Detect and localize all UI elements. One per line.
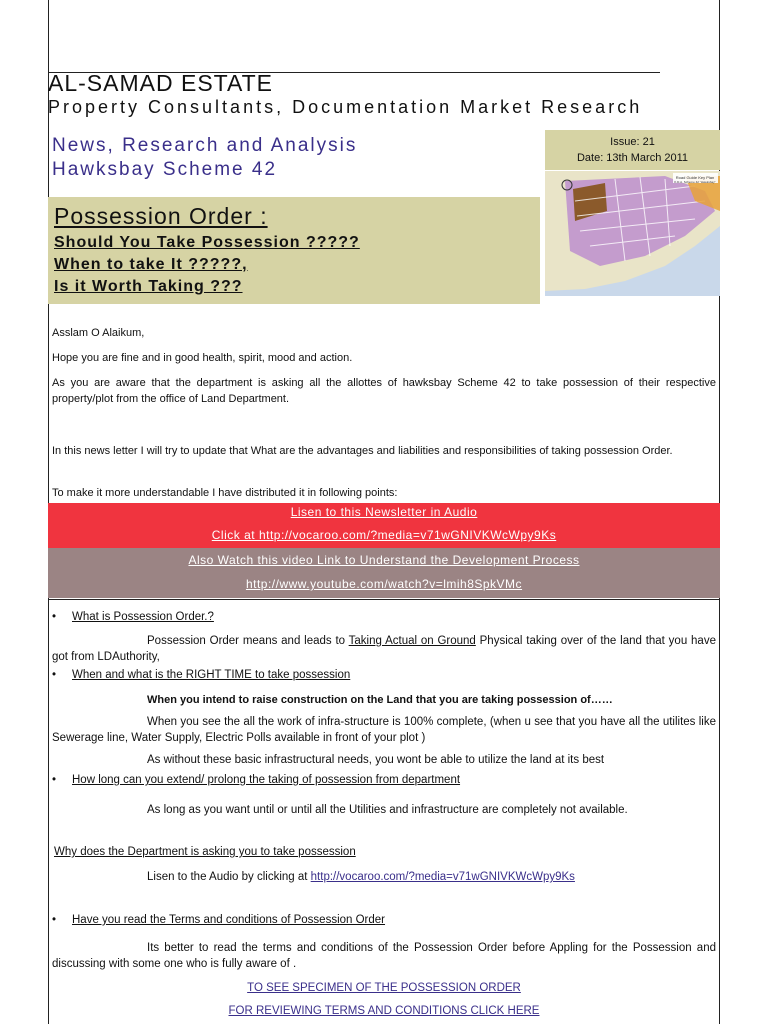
right-time-bold xyxy=(52,692,716,708)
extend-text: As long as you want until or until all the Utilities and infrastructure are completely not available. xyxy=(147,804,628,816)
question-3: Is it Worth Taking ??? xyxy=(54,278,243,295)
company-tagline: Property Consultants, Documentation Market Research xyxy=(48,97,643,117)
terms-paragraph xyxy=(52,940,716,972)
issue-number: Issue: 21 xyxy=(610,136,655,148)
company-name: AL-SAMAD ESTATE xyxy=(48,70,274,96)
map-title: Road Guide Key Plan xyxy=(675,175,715,180)
audio-inline-link[interactable]: http://vocaroo.com/?media=v71wGNIVKWcWpy9Ks xyxy=(310,871,575,883)
map-graphic xyxy=(545,171,720,296)
extend-paragraph xyxy=(52,800,716,820)
issue-box xyxy=(545,130,720,170)
right-time-bold-text: When you intend to raise construction on the Land that you are taking possession of…… xyxy=(147,694,613,706)
possession-definition xyxy=(52,633,716,665)
newsletter-subtitle: Hawksbay Scheme 42 xyxy=(52,159,278,180)
bullet-label[interactable]: Why does the Department is asking you to take possession xyxy=(54,846,356,858)
bullet-label[interactable]: Have you read the Terms and conditions of Possession Order xyxy=(72,914,386,926)
issue-date: Date: 13th March 2011 xyxy=(576,152,689,164)
possession-order-title: Possession Order : xyxy=(54,203,268,229)
right-time-paragraph-1 xyxy=(52,714,716,746)
bullet-icon: • xyxy=(52,611,57,623)
actual-ground-link[interactable]: Taking Actual on Ground xyxy=(348,635,476,647)
bullet-icon: • xyxy=(52,774,57,786)
audio-link[interactable]: Click at http://vocaroo.com/?media=v71wGNIVKWcWpy9Ks xyxy=(211,528,557,542)
bullet-why-department xyxy=(54,846,356,858)
specimen-link[interactable]: TO SEE SPECIMEN OF THE POSSESSION ORDER xyxy=(247,982,521,994)
why-department-paragraph xyxy=(52,869,716,885)
intro-paragraph-1: Hope you are fine and in good health, spirit, mood and action. xyxy=(52,352,353,364)
newsletter-heading xyxy=(52,134,357,182)
bullet-label[interactable]: What is Possession Order.? xyxy=(72,611,214,623)
bullet-what-is xyxy=(52,611,214,623)
newsletter-title: News, Research and Analysis xyxy=(52,135,358,156)
definition-text: Possession Order means and leads to xyxy=(147,635,349,647)
bullet-label[interactable]: When and what is the RIGHT TIME to take possession xyxy=(72,669,351,681)
question-1: Should You Take Possession ????? xyxy=(54,234,360,251)
intro-paragraph-3: In this news letter I will try to update that What are the advantages and liabilities and responsibilities of taking possession Order. xyxy=(52,445,673,457)
video-link[interactable]: http://www.youtube.com/watch?v=lmih8SpkVMc xyxy=(245,577,523,591)
bullet-terms xyxy=(52,914,385,926)
map-subtitle: K.D.A. Scheme 42 "Hawksbay" xyxy=(674,180,716,184)
definition-text-end: Physical taking over of the land that you have got from LDAuthority, xyxy=(52,635,716,663)
terms-text: Its better to read the terms and conditions of the Possession Order before Appling for the Possession and discussing with some one who is fully aware of . xyxy=(52,942,716,970)
band-rule xyxy=(48,599,720,600)
terms-link[interactable]: FOR REVIEWING TERMS AND CONDITIONS CLICK HERE xyxy=(228,1005,540,1017)
intro-paragraph-4: To make it more understandable I have distributed it in following points: xyxy=(52,487,398,499)
bullet-right-time xyxy=(52,669,350,681)
key-plan-map xyxy=(545,171,720,296)
greeting: Asslam O Alaikum, xyxy=(52,327,145,339)
bullet-label[interactable]: How long can you extend/ prolong the taking of possession from department xyxy=(72,774,461,786)
right-time-paragraph-2 xyxy=(52,752,716,768)
question-2: When to take It ?????, xyxy=(54,256,248,273)
why-department-text: Lisen to the Audio by clicking at xyxy=(147,871,311,883)
intro-paragraph-2: As you are aware that the department is asking all the allottes of hawksbay Scheme 42 to take possession of their respective property/plot from the office of Land Department. xyxy=(52,377,716,405)
bullet-icon: • xyxy=(52,914,57,926)
right-time-text-2: As without these basic infrastructural needs, you wont be able to utilize the land at its best xyxy=(147,754,605,766)
audio-link-title[interactable]: Lisen to this Newsletter in Audio xyxy=(290,505,478,519)
bullet-extend xyxy=(52,774,460,786)
video-link-title[interactable]: Also Watch this video Link to Understand the Development Process xyxy=(188,553,580,567)
bullet-icon: • xyxy=(52,669,57,681)
right-time-text-1: When you see the all the work of infra-structure is 100% complete, (when u see that you have all the utilites like Sewerage line, Water Supply, Electric Polls available in front of your plot ) xyxy=(52,716,716,744)
